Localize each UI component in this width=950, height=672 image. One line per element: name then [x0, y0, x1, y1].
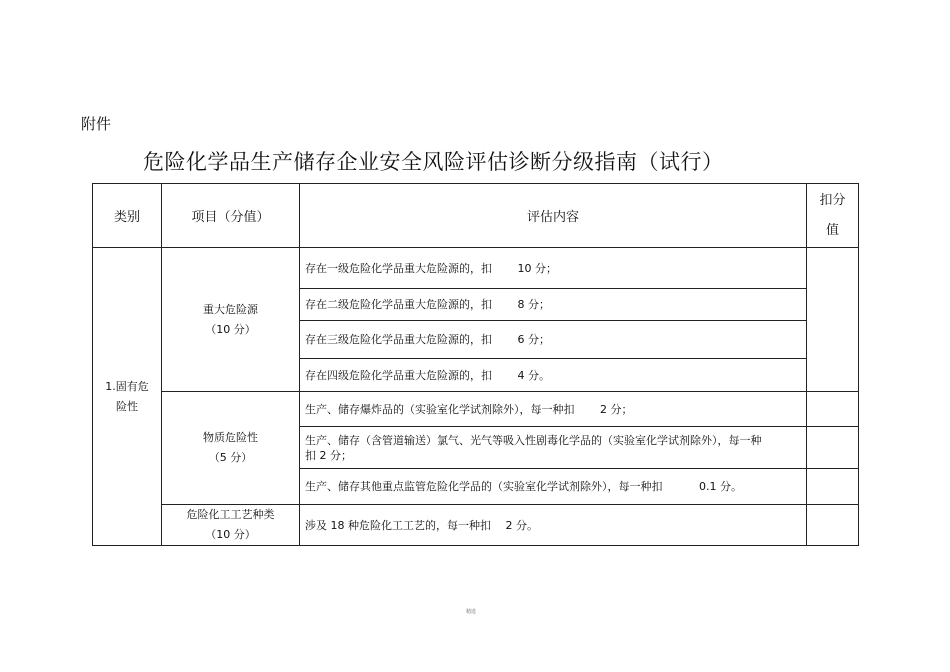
header-deduction-line1: 扣分: [819, 192, 846, 208]
item-score: （10 分）: [205, 322, 256, 336]
header-item: 项目（分值）: [162, 184, 300, 248]
item-score: （5 分）: [208, 451, 253, 464]
document-title: 危险化学品生产储存企业安全风险评估诊断分级指南（试行）: [143, 150, 724, 174]
content-cell: 存在一级危险化学品重大危险源的，扣 10 分；: [300, 248, 807, 289]
header-content: 评估内容: [300, 184, 807, 248]
deduction-cell: [807, 505, 859, 546]
content-cell: 存在二级危险化学品重大危险源的，扣 8 分；: [300, 289, 807, 321]
category-line2: 险性: [116, 399, 138, 413]
content-cell: 生产、储存（含管道输送）氯气、光气等吸入性剧毒化学品的（实验室化学试剂除外），每一种扣 2 分；: [300, 427, 807, 469]
content-cell: 存在四级危险化学品重大危险源的，扣 4 分。: [300, 359, 807, 392]
deduction-cell: [807, 427, 859, 469]
item-cell-process-types: [162, 505, 300, 546]
risk-assessment-table: [92, 183, 859, 546]
deduction-cell: [807, 392, 859, 427]
item-cell-substance-hazard: [162, 392, 300, 505]
table-row: [93, 392, 859, 427]
table-row: [93, 505, 859, 546]
table-header-row: [93, 184, 859, 248]
header-deduction: [807, 184, 859, 248]
deduction-cell: [807, 469, 859, 505]
category-line1: 1.固有危: [105, 379, 149, 393]
item-label: 物质危险性: [203, 431, 258, 444]
item-label: 重大危险源: [203, 302, 258, 316]
item-score: （10 分）: [205, 528, 256, 541]
table-row: [93, 248, 859, 289]
content-cell: 涉及 18 种危险化工工艺的，每一种扣 2 分。: [300, 505, 807, 546]
category-cell: [93, 248, 162, 546]
content-cell: 生产、储存其他重点监管危险化学品的（实验室化学试剂除外），每一种扣 0.1 分。: [300, 469, 807, 505]
header-category: 类别: [93, 184, 162, 248]
footer-text: 精选: [466, 609, 477, 615]
content-cell: 生产、储存爆炸品的（实验室化学试剂除外），每一种扣 2 分；: [300, 392, 807, 427]
item-label: 危险化工工艺种类: [186, 508, 275, 521]
item-cell-major-hazard: [162, 248, 300, 392]
deduction-cell: [807, 248, 859, 392]
header-deduction-line2: 值: [825, 222, 839, 238]
content-cell: 存在三级危险化学品重大危险源的，扣 6 分；: [300, 321, 807, 359]
annex-label: 附件: [81, 115, 112, 133]
